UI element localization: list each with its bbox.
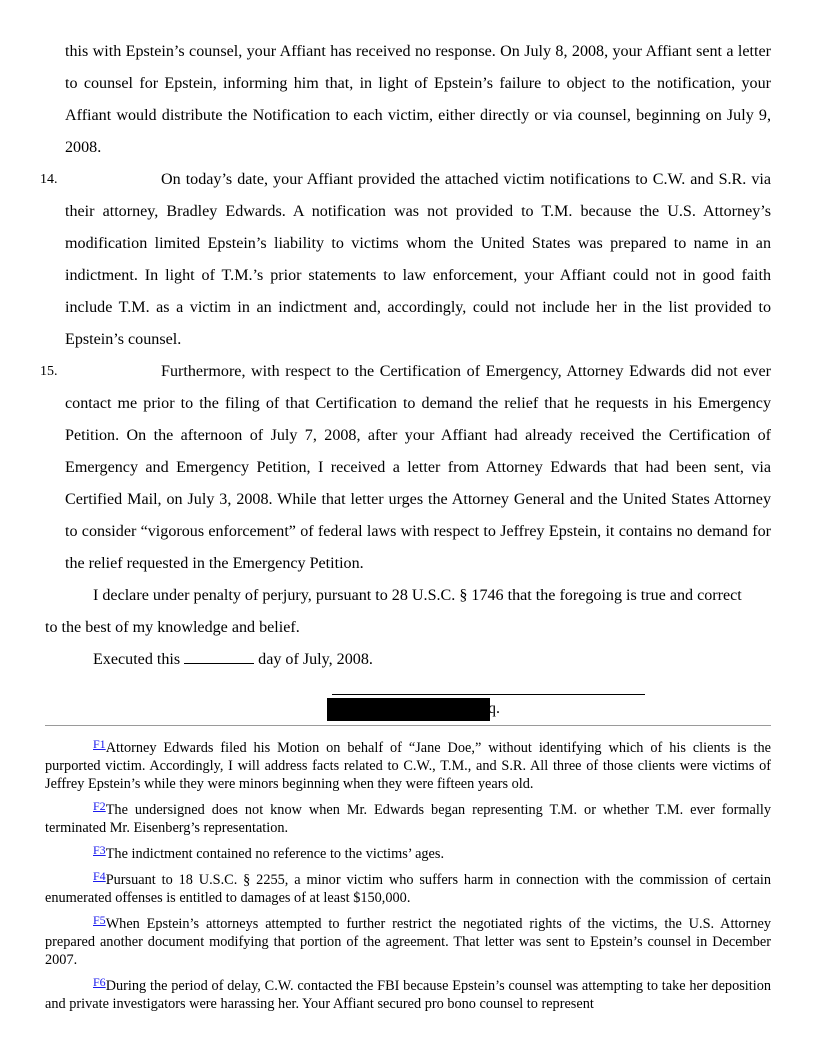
signature-line [332, 694, 645, 695]
continued-paragraph: this with Epstein’s counsel, your Affiant has received no response. On July 8, 2008, your Affiant sent a letter to counsel for Epstein, informing him that, in light of Epstein’s failure to object to the notification, your Affiant would distribute the Notification to each victim, either directly or via counsel, beginning on July 9, 2008. [65, 43, 771, 156]
footnote-link[interactable]: F5 [93, 913, 106, 927]
footnote-link[interactable]: F3 [93, 843, 106, 857]
footnote-text: Pursuant to 18 U.S.C. § 2255, a minor victim who suffers harm in connection with the commission of certain enumerated offenses is entitled to damages of at least $150,000. [45, 872, 771, 906]
footnote [45, 797, 771, 837]
signature-name-tail: q. [488, 700, 500, 717]
footnote [45, 735, 771, 793]
date-blank [184, 649, 254, 664]
footnote-text: During the period of delay, C.W. contacted the FBI because Epstein’s counsel was attempting to take her deposition and private investigators were harassing her. Your Affiant secured pro bono counsel to represent [45, 978, 771, 1012]
footnote-link[interactable]: F4 [93, 869, 106, 883]
footnote [45, 911, 771, 969]
footnote-link[interactable]: F2 [93, 799, 106, 813]
executed-text-before: Executed this [93, 651, 181, 668]
footnote-text: Attorney Edwards filed his Motion on behalf of “Jane Doe,” without identifying which of his clients is the purported victim. Accordingly, I will address facts related to C.W., T.M., and S.R. All three of those clients were victims of Jeffrey Epstein’s while they were minors beginning when they were fifteen years old. [45, 740, 771, 792]
footnote [45, 973, 771, 1013]
footnote-text: The undersigned does not know when Mr. Edwards began representing T.M. or whether T.M. ever formally terminated Mr. Eisenberg’s representation. [45, 802, 771, 836]
footnote-text: The indictment contained no reference to the victims’ ages. [105, 846, 445, 862]
footnote-link[interactable]: F1 [93, 737, 106, 751]
executed-line [93, 644, 373, 676]
footnotes [45, 735, 771, 1017]
footnote-link[interactable]: F6 [93, 975, 106, 989]
redaction-box [327, 698, 490, 721]
declaration-statement [45, 580, 745, 644]
paragraph-number: 15. [40, 364, 58, 379]
paragraph-number: 14. [40, 172, 58, 187]
footnote [45, 867, 771, 907]
paragraph-15 [40, 356, 771, 580]
footnote-separator [45, 725, 771, 726]
declaration-text: I declare under penalty of perjury, pursuant to 28 U.S.C. § 1746 that the foregoing is true and correct to the best of my knowledge and belief. [45, 587, 742, 636]
executed-text-after: day of July, 2008. [258, 651, 373, 668]
paragraph-text: Furthermore, with respect to the Certification of Emergency, Attorney Edwards did not ever contact me prior to the filing of that Certification to demand the relief that he requests in his Emergency Petition. On the afternoon of July 7, 2008, after your Affiant had already received the Certification of Emergency and Emergency Petition, I received a letter from Attorney Edwards that had been sent, via Certified Mail, on July 3, 2008. While that letter urges the Attorney General and the United States Attorney to consider “vigorous enforcement” of federal laws with respect to Jeffrey Epstein, it contains no demand for the relief requested in the Emergency Petition. [65, 363, 771, 572]
footnote [45, 841, 771, 863]
paragraph-text: On today’s date, your Affiant provided the attached victim notifications to C.W. and S.R. via their attorney, Bradley Edwards. A notification was not provided to T.M. because the U.S. Attorney’s modification limited Epstein’s liability to victims whom the United States was prepared to name in an indictment. In light of T.M.’s prior statements to law enforcement, your Affiant could not in good faith include T.M. as a victim in an indictment and, accordingly, could not include her in the list provided to Epstein’s counsel. [65, 171, 771, 348]
paragraph-14 [40, 164, 771, 356]
footnote-text: When Epstein’s attorneys attempted to further restrict the negotiated rights of the victims, the U.S. Attorney prepared another document modifying that portion of the agreement. That letter was sent to Epstein’s counsel in December 2007. [45, 916, 771, 968]
